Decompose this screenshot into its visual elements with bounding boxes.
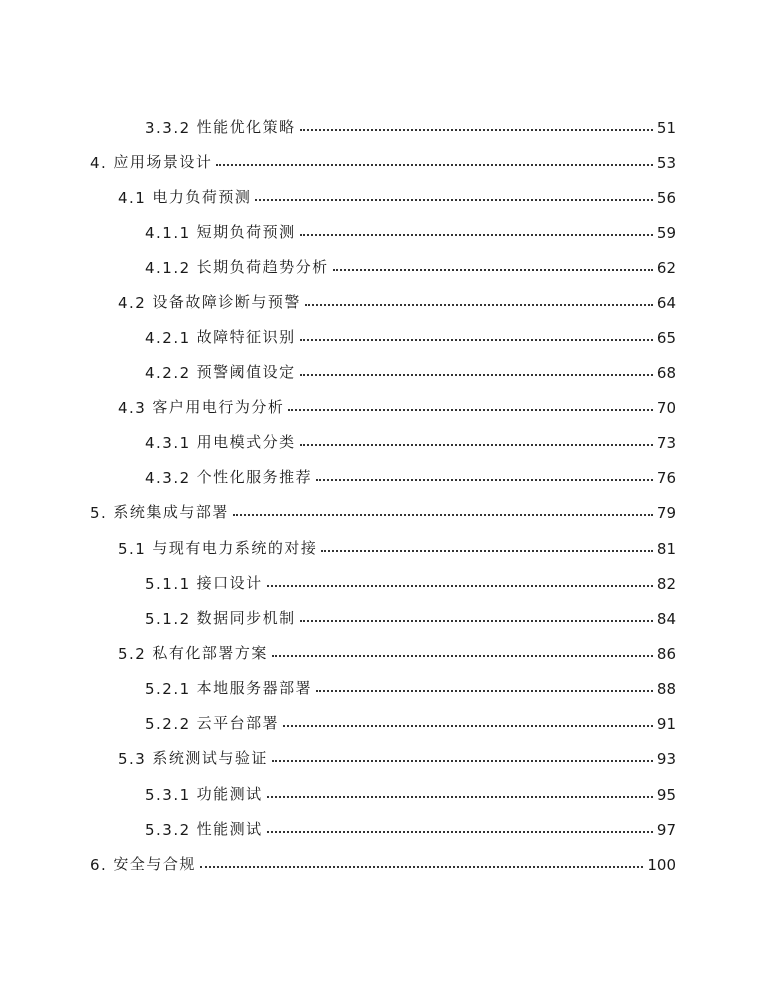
- toc-entry-number: 5.2: [118, 645, 147, 663]
- toc-entry-title: 长期负荷趋势分析: [196, 258, 329, 276]
- dot-leader: [300, 620, 653, 622]
- toc-entry[interactable]: [118, 744, 676, 768]
- dot-leader: [316, 690, 653, 692]
- toc-entry-page: 81: [656, 540, 676, 558]
- toc-entry-page: 53: [656, 154, 676, 172]
- toc-entry-page: 86: [656, 645, 676, 663]
- dot-leader: [333, 269, 653, 271]
- dot-leader: [300, 129, 653, 131]
- toc-entry[interactable]: [145, 428, 676, 452]
- toc-entry-title: 客户用电行为分析: [152, 398, 285, 416]
- toc-entry[interactable]: [118, 183, 676, 207]
- toc-entry-page: 65: [656, 329, 676, 347]
- toc-entry-number: 6.: [90, 856, 108, 874]
- toc-entry-title: 故障特征识别: [196, 328, 296, 346]
- toc-entry-title: 云平台部署: [196, 714, 280, 732]
- toc-entry-number: 5.1: [118, 540, 147, 558]
- dot-leader: [200, 866, 644, 868]
- toc-entry-page: 79: [656, 504, 676, 522]
- toc-entry[interactable]: [145, 780, 676, 804]
- toc-entry[interactable]: [90, 148, 676, 172]
- toc-entry-title: 安全与合规: [113, 855, 196, 873]
- toc-entry-number: 4.1.2: [145, 259, 191, 277]
- toc-entry-page: 56: [656, 189, 676, 207]
- dot-leader: [283, 725, 653, 727]
- toc-entry-title: 应用场景设计: [113, 153, 213, 171]
- toc-entry-page: 88: [656, 680, 676, 698]
- dot-leader: [321, 550, 653, 552]
- toc-entry-number: 3.3.2: [145, 119, 191, 137]
- toc-entry-number: 5.: [90, 504, 108, 522]
- toc-entry-page: 95: [656, 786, 676, 804]
- toc-entry[interactable]: [118, 639, 676, 663]
- toc-entry[interactable]: [145, 358, 676, 382]
- dot-leader: [316, 479, 653, 481]
- toc-entry-page: 51: [656, 119, 676, 137]
- toc-entry[interactable]: [145, 674, 676, 698]
- toc-entry-number: 5.3.2: [145, 821, 191, 839]
- toc-entry-number: 4.1.1: [145, 224, 191, 242]
- toc-entry-title: 数据同步机制: [196, 609, 296, 627]
- toc-entry-page: 73: [656, 434, 676, 452]
- toc-entry[interactable]: [145, 604, 676, 628]
- toc-entry[interactable]: [118, 534, 676, 558]
- toc-entry[interactable]: [90, 850, 676, 874]
- dot-leader: [272, 760, 653, 762]
- dot-leader: [272, 655, 653, 657]
- toc-entry-number: 4.2: [118, 294, 147, 312]
- toc-entry-number: 4.1: [118, 189, 147, 207]
- toc-entry[interactable]: [145, 709, 676, 733]
- toc-entry-title: 私有化部署方案: [152, 644, 268, 662]
- toc-entry[interactable]: [145, 463, 676, 487]
- toc-entry-title: 性能测试: [196, 820, 263, 838]
- dot-leader: [216, 164, 653, 166]
- toc-entry[interactable]: [118, 288, 676, 312]
- toc-entry[interactable]: [145, 569, 676, 593]
- dot-leader: [300, 339, 653, 341]
- toc-entry-number: 5.3.1: [145, 786, 191, 804]
- toc-entry-title: 与现有电力系统的对接: [152, 539, 318, 557]
- toc-entry-number: 4.3: [118, 399, 147, 417]
- toc-entry-page: 93: [656, 750, 676, 768]
- toc-entry-page: 82: [656, 575, 676, 593]
- toc-entry[interactable]: [118, 393, 676, 417]
- toc-entry-title: 本地服务器部署: [196, 679, 313, 697]
- toc-entry-title: 系统集成与部署: [113, 503, 229, 521]
- toc-entry-page: 100: [647, 856, 676, 874]
- toc-entry-number: 4.2.1: [145, 329, 191, 347]
- toc-entry-number: 5.2.2: [145, 715, 191, 733]
- toc-entry-title: 功能测试: [196, 785, 263, 803]
- dot-leader: [255, 199, 653, 201]
- toc-entry-page: 76: [656, 469, 676, 487]
- dot-leader: [300, 374, 653, 376]
- toc-entry[interactable]: [145, 218, 676, 242]
- toc-entry-number: 5.3: [118, 750, 147, 768]
- toc-entry-page: 68: [656, 364, 676, 382]
- toc-entry-title: 个性化服务推荐: [196, 468, 313, 486]
- toc-entry-title: 短期负荷预测: [196, 223, 296, 241]
- dot-leader: [267, 796, 653, 798]
- dot-leader: [288, 409, 653, 411]
- toc-entry-title: 用电模式分类: [196, 433, 296, 451]
- toc-entry[interactable]: [145, 815, 676, 839]
- toc-entry-number: 4.2.2: [145, 364, 191, 382]
- toc-entry[interactable]: [145, 253, 676, 277]
- toc-entry-number: 5.1.2: [145, 610, 191, 628]
- dot-leader: [267, 831, 653, 833]
- toc-entry-page: 70: [656, 399, 676, 417]
- toc-entry-number: 5.1.1: [145, 575, 191, 593]
- dot-leader: [305, 304, 653, 306]
- dot-leader: [267, 585, 653, 587]
- toc-entry-page: 62: [656, 259, 676, 277]
- dot-leader: [233, 514, 653, 516]
- toc-entry[interactable]: [145, 113, 676, 137]
- toc-entry[interactable]: [145, 323, 676, 347]
- toc-entry-page: 64: [656, 294, 676, 312]
- toc-entry-title: 预警阈值设定: [196, 363, 296, 381]
- dot-leader: [300, 444, 653, 446]
- toc-entry-number: 4.3.2: [145, 469, 191, 487]
- toc-entry-title: 接口设计: [196, 574, 263, 592]
- toc-entry-page: 91: [656, 715, 676, 733]
- toc-entry-number: 4.: [90, 154, 108, 172]
- toc-entry[interactable]: [90, 498, 676, 522]
- toc-entry-page: 97: [656, 821, 676, 839]
- toc-entry-number: 5.2.1: [145, 680, 191, 698]
- dot-leader: [300, 234, 653, 236]
- toc-entry-title: 设备故障诊断与预警: [152, 293, 301, 311]
- toc-entry-number: 4.3.1: [145, 434, 191, 452]
- toc-entry-page: 59: [656, 224, 676, 242]
- toc-entry-title: 性能优化策略: [196, 118, 296, 136]
- toc-entry-page: 84: [656, 610, 676, 628]
- toc-entry-title: 系统测试与验证: [152, 749, 268, 767]
- toc-entry-title: 电力负荷预测: [152, 188, 252, 206]
